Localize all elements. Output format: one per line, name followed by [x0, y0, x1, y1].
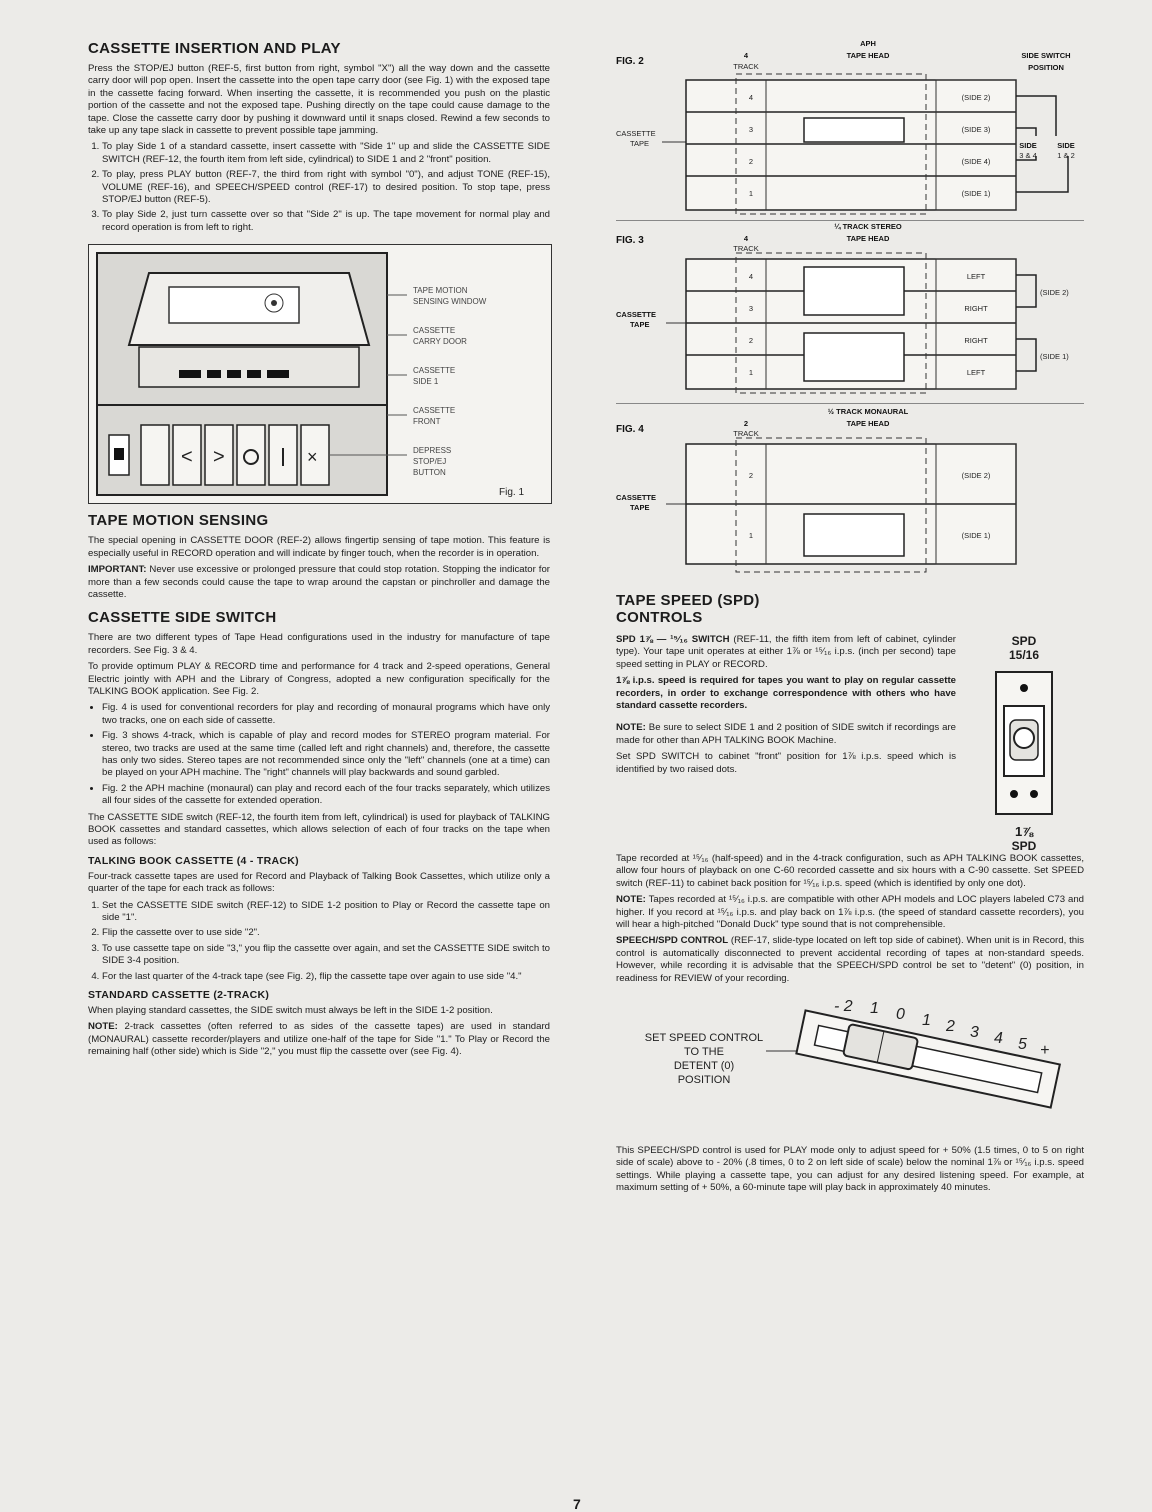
fig2-side-b: (SIDE 3) — [961, 125, 991, 134]
detent-text-2: TO THE — [684, 1046, 724, 1059]
fig1-label-stopej: STOP/EJ — [413, 457, 447, 467]
spd-p2: 1⅞ i.p.s. speed is required for tapes you want to play on regular cassette recorders, in order to exchange correspondence with others who have standard cassette recorders. — [616, 675, 956, 712]
spd-note2-text: Tapes recorded at ¹⁵⁄₁₆ i.p.s. are compatible with other APH models and LOC players labeled C73 and higher. If you record at ¹⁵⁄₁₆ i.p.s. and play back on 1⅞ i.p.s. (the speed of standard cassette recorders), you will hear a high-pitched "Donald Duck" type sound that is not comprehensible. — [616, 894, 1084, 931]
side-switch-p2: To provide optimum PLAY & RECORD time and performance for 4 track and 2-speed operations, General Electric jointly with APH and the Library of Congress, adopted a new configuration specifically for the TALKING BOOK application. See Fig. 2. — [88, 661, 550, 697]
fig3-track-3: 3 — [748, 304, 754, 313]
fig3-head-title-2: TAPE HEAD — [846, 234, 890, 243]
fig2-side-d: (SIDE 1) — [961, 189, 991, 198]
fig2-cassette-1: CASSETTE — [616, 129, 656, 138]
standard-note — [88, 1021, 550, 1058]
spd-switch-bottom-1: 1⅞ — [1014, 824, 1034, 839]
motion-p1: The special opening in CASSETTE DOOR (REF-2) allows fingertip sensing of tape motion. This feature is especially useful in RECORD operation and will indicate by finger touch, when the recorder is in operation. — [88, 535, 550, 559]
talking-book-title: TALKING BOOK CASSETTE (4 - TRACK) — [88, 854, 299, 867]
insertion-intro: Press the STOP/EJ button (REF-5, first button from right, symbol "X") all the way down and the cassette carry door will pop open. Insert the cassette into the open tape carry door (see Fig. 1) with the exposed tape in the cassette facing forward. When inserting the cassette, it is recommended you push on the plastic portion of the cassette and not the exposed tape. Pushing directly on the tape could cause damage to the tape. Close the cassette carry door by pushing it downward until it snaps closed. Rewind a few seconds to take up any tape slack in cassette to prevent possible tape jamming. — [88, 63, 550, 137]
speech-label: SPEECH/SPD CONTROL — [616, 935, 729, 947]
insertion-step: 3. To play Side 2, just turn cassette over so that "Side 2" is up. The tape movement for normal play and record operation is from left to right. — [102, 209, 550, 234]
speech-text: (REF-17, slide-type located on left top side of cabinet). When unit is in Record, this control is automatically disconnected to prevent accidental recording of tapes at non-standard speeds. However, while recording it is advisable that the SPEECH/SPD control be set to "detent" (0) position, in readiness for REVIEW of your recording. — [616, 935, 1084, 984]
fig4-side-2: (SIDE 2) — [961, 471, 991, 480]
fig2-pos-b-2: 1 & 2 — [1057, 151, 1075, 160]
spd-note1-label: NOTE: — [616, 722, 646, 734]
fig4-head-title-1: ½ TRACK MONAURAL — [827, 407, 909, 416]
insertion-steps — [88, 141, 550, 234]
talking-book-step: 1. Set the CASSETTE SIDE switch (REF-12) to SIDE 1-2 position to Play or Record the cassette tape on side "1". — [102, 900, 550, 925]
fig3-channel: LEFT — [966, 368, 986, 377]
fig4-track-1: 1 — [748, 531, 754, 540]
speech-speed-control-figure — [616, 991, 1084, 1141]
standard-p1: When playing standard cassettes, the SIDE switch must always be left in the SIDE 1-2 position. — [88, 1005, 493, 1017]
fig2-track-3: 3 — [748, 125, 754, 134]
fig1-label-door: CARRY DOOR — [413, 337, 467, 347]
fig3-stereo-tape-head — [616, 221, 1084, 401]
important-label: IMPORTANT: — [88, 564, 147, 576]
fig1-cassette-diagram — [88, 244, 552, 504]
fig2-pos-b-1: SIDE — [1057, 141, 1075, 150]
spd-switch-bottom-2: SPD — [1011, 839, 1037, 853]
talking-book-p1: Four-track cassette tapes are used for Record and Playback of Talking Book Cassettes, which utilize only a quarter of the tape for each track as follows: — [88, 870, 550, 895]
spd-note2-label: NOTE: — [616, 894, 646, 906]
speed-title-1: TAPE SPEED (SPD) — [616, 592, 760, 609]
page-number: 7 — [573, 1496, 581, 1512]
motion-title: TAPE MOTION SENSING — [88, 512, 269, 530]
fig1-caption: Fig. 1 — [499, 487, 525, 499]
fig3-track-word: TRACK — [733, 244, 759, 253]
spd-switch-figure — [964, 634, 1084, 853]
spd-label: SPD 1⅞ — ¹⁵⁄₁₆ SWITCH — [616, 634, 730, 645]
double-dot-icon — [1010, 790, 1018, 798]
scale-tick: - 2 — [834, 998, 853, 1016]
side-switch-bullet: • Fig. 4 is used for conventional recorders for play and recording of monaural programs which have only two tracks, one on each side of cassette. — [102, 702, 550, 727]
fig1-label-button: BUTTON — [413, 468, 446, 478]
spd-p4: Tape recorded at ¹⁵⁄₁₆ (half-speed) and in the 4-track configuration, such as APH TALKING BOOK cassettes, allow four hours of playback on one C-60 recorded cassette and six hours with a C-90 cassette. Set SPEED switch (REF-11) to cabinet back position for ¹⁵⁄₁₆ i.p.s. speed (which is identified by only one dot). — [616, 853, 1084, 889]
spd-switch-top-2: 15/16 — [1008, 648, 1040, 662]
important-text: Never use excessive or prolonged pressure that could stop rotation. Stopping the indicator for more than a few seconds could cause the tape to wrap around the capstan or pinchroller and damage the cassette. — [88, 564, 550, 600]
spd-p1-text: (REF-11, the fifth item from left of cabinet, cylinder type). Your tape unit operates at either 1⅞ or ¹⁵⁄₁₆ i.p.s. (inch per second) tape speed setting in PLAY or RECORD. — [616, 634, 956, 670]
svg-text:>: > — [213, 446, 225, 469]
spd-block — [616, 634, 1084, 853]
fig4-track-word: TRACK — [733, 429, 759, 438]
standard-title: STANDARD CASSETTE (2-TRACK) — [88, 989, 270, 1002]
fig3-side-top: (SIDE 2) — [1040, 288, 1069, 297]
single-dot-icon — [1020, 684, 1028, 692]
fig4-head-title-2: TAPE HEAD — [846, 419, 890, 428]
fig2-switch-title-1: SIDE SWITCH — [1021, 51, 1071, 60]
spd-switch-drawing — [992, 668, 1056, 818]
scale-tick: 4 — [994, 1030, 1003, 1048]
fig3-cassette-1: CASSETTE — [616, 310, 657, 319]
insertion-step: 2. To play, press PLAY button (REF-7, the third from right with symbol "0"), and adjust TONE (REF-15), VOLUME (REF-16), and SPEECH/SPEED control (REF-17) to desired position. To stop tape, press STOP/EJ button (REF-5). — [102, 169, 550, 206]
fig1-label-cassette3: CASSETTE — [413, 406, 456, 416]
fig4-track-num: 2 — [743, 419, 749, 428]
detent-text-1: SET SPEED CONTROL — [644, 1032, 764, 1045]
scale-tick: + — [1040, 1042, 1050, 1060]
spd-switch-top-1: SPD — [1011, 634, 1037, 648]
fig2-side-c: (SIDE 4) — [961, 157, 991, 166]
fig2-track-word: TRACK — [733, 62, 759, 71]
fig2-switch-title-2: POSITION — [1028, 63, 1064, 72]
fig2-track-4: 4 — [748, 93, 754, 102]
standard-note-text: 2-track cassettes (often referred to as sides of the cassette tapes) are used in standard (MONAURAL) cassette recorder/players and utilize one-half of the tape for Side "1." To Play or Record the remaining half (other side) which is Side "2," you must flip the cassette over (see Fig. 4). — [88, 1021, 550, 1058]
fig3-label: FIG. 3 — [616, 235, 644, 246]
scale-tick: 3 — [970, 1024, 979, 1042]
fig4-cassette-1: CASSETTE — [616, 493, 657, 502]
fig3-track-1: 1 — [748, 368, 754, 377]
fig3-channel: RIGHT — [964, 304, 988, 313]
fig1-label-cassette: CASSETTE — [413, 326, 456, 336]
speech-p5: This SPEECH/SPD control is used for PLAY mode only to adjust speed for + 50% (1.5 times, 0 to 5 on right side of scale) above to - 20% (.8 times, 0 to 2 on left side of scale) below the nominal 1⅞ or ¹⁵⁄₁₆ i.p.s. speed settings. While playing a cassette tape, you can adjust for any desired listening speed. For example, at maximum setting of + 50%, a 60-minute tape will play back in approximately 40 minutes. — [616, 1145, 1084, 1194]
talking-book-step: 3. To use cassette tape on side "3," you flip the cassette over again, and set the CASSETTE SIDE switch to SIDE 3-4 position. — [102, 943, 550, 968]
right-column — [616, 36, 1084, 1199]
fig1-label-motion: TAPE MOTION — [413, 286, 468, 296]
scale-tick: 1 — [870, 1000, 879, 1018]
fig2-head-title-1: APH — [860, 39, 876, 48]
fig2-pos-a-1: SIDE — [1019, 141, 1037, 150]
fig1-label-side1: SIDE 1 — [413, 377, 439, 387]
talking-book-step: 2. Flip the cassette over to use side "2". — [102, 927, 550, 939]
scale-tick: 5 — [1018, 1036, 1027, 1054]
fig1-label-depress: DEPRESS — [413, 446, 452, 456]
spd-p3: Set SPD SWITCH to cabinet "front" position for 1⅞ i.p.s. speed which is identified by two raised dots. — [616, 751, 956, 775]
fig3-channel: LEFT — [966, 272, 986, 281]
side-switch-p3: The CASSETTE SIDE switch (REF-12, the fourth item from left, cylindrical) is used for playback of TALKING BOOK cassettes and standard cassettes, which allows selection of each of four tracks on the tape when used as follows: — [88, 811, 550, 848]
fig2-pos-a-2: 3 & 4 — [1019, 151, 1037, 160]
fig4-cassette-2: TAPE — [630, 503, 650, 512]
insertion-step: 1. To play Side 1 of a standard cassette, insert cassette with "Side 1" up and slide the CASSETTE SIDE SWITCH (REF-12, the fourth item from left side, cylindrical) to SIDE 1 and 2 "front" position. — [102, 141, 550, 166]
fig2-aph-tape-head — [616, 36, 1084, 216]
fig2-track-1: 1 — [748, 189, 754, 198]
fig3-channel: RIGHT — [964, 336, 988, 345]
speed-title-2: CONTROLS — [616, 609, 703, 626]
svg-text:×: × — [307, 447, 318, 468]
fig3-side-bottom: (SIDE 1) — [1040, 352, 1069, 361]
svg-text:<: < — [181, 446, 193, 469]
fig1-label-window: SENSING WINDOW — [413, 297, 487, 307]
standard-note-label: NOTE: — [88, 1021, 118, 1033]
fig4-side-1: (SIDE 1) — [961, 531, 991, 540]
fig3-track-num: 4 — [743, 234, 749, 243]
side-switch-bullet: • Fig. 3 shows 4-track, which is capable of play and record modes for STEREO program material. For stereo, two tracks are used at the same time (called left and right channels) and, therefore, the cassette has only two sides. Stereo tapes are not recommended since only the "left" channels (one at a time) can be played on your APH machine. The "right" channels will play backwards and sound garbled. — [102, 730, 550, 780]
fig4-track-2: 2 — [748, 471, 754, 480]
speech-control — [616, 935, 1084, 985]
spd-note2 — [616, 894, 1084, 931]
motion-important — [88, 564, 550, 601]
talking-book-step: 4. For the last quarter of the 4-track tape (see Fig. 2), flip the cassette tape over again to use side "4." — [102, 971, 550, 983]
side-switch-bullet: • Fig. 2 the APH machine (monaural) can play and record each of the four tracks separately, which utilizes all four sides of the cassette for extended operation. — [102, 783, 550, 808]
fig3-cassette-2: TAPE — [630, 320, 650, 329]
fig1-label-cassette2: CASSETTE — [413, 366, 456, 376]
fig2-cassette-2: TAPE — [630, 139, 650, 148]
fig2-label: FIG. 2 — [616, 56, 644, 67]
left-column — [88, 40, 550, 1063]
detent-text-4: POSITION — [677, 1074, 731, 1087]
scale-tick: 2 — [946, 1018, 955, 1036]
scale-tick: 0 — [896, 1006, 905, 1024]
talking-book-steps — [88, 900, 550, 983]
fig4-monaural-tape-head — [616, 404, 1084, 584]
fig3-track-2: 2 — [748, 336, 754, 345]
fig2-track-2: 2 — [748, 157, 754, 166]
fig4-label: FIG. 4 — [616, 424, 644, 435]
spd-note1-text: Be sure to select SIDE 1 and 2 position of SIDE switch if recordings are made for other than APH TALKING BOOK Machine. — [616, 722, 956, 746]
insertion-title: CASSETTE INSERTION AND PLAY — [88, 40, 341, 57]
side-switch-p1: There are two different types of Tape Head configurations used in the industry for manufacture of tape recorders. See Fig. 3 & 4. — [88, 632, 550, 656]
fig3-track-4: 4 — [748, 272, 754, 281]
fig2-head-title-2: TAPE HEAD — [846, 51, 890, 60]
scale-tick: 1 — [922, 1012, 931, 1030]
fig2-side-a: (SIDE 2) — [961, 93, 991, 102]
fig3-head-title-1: ¼ TRACK STEREO — [834, 222, 902, 231]
fig1-label-front: FRONT — [413, 417, 441, 427]
fig2-track-num: 4 — [743, 51, 749, 60]
side-switch-title: CASSETTE SIDE SWITCH — [88, 609, 277, 627]
detent-text-3: DETENT (0) — [673, 1060, 735, 1073]
side-switch-bullets — [88, 702, 550, 807]
